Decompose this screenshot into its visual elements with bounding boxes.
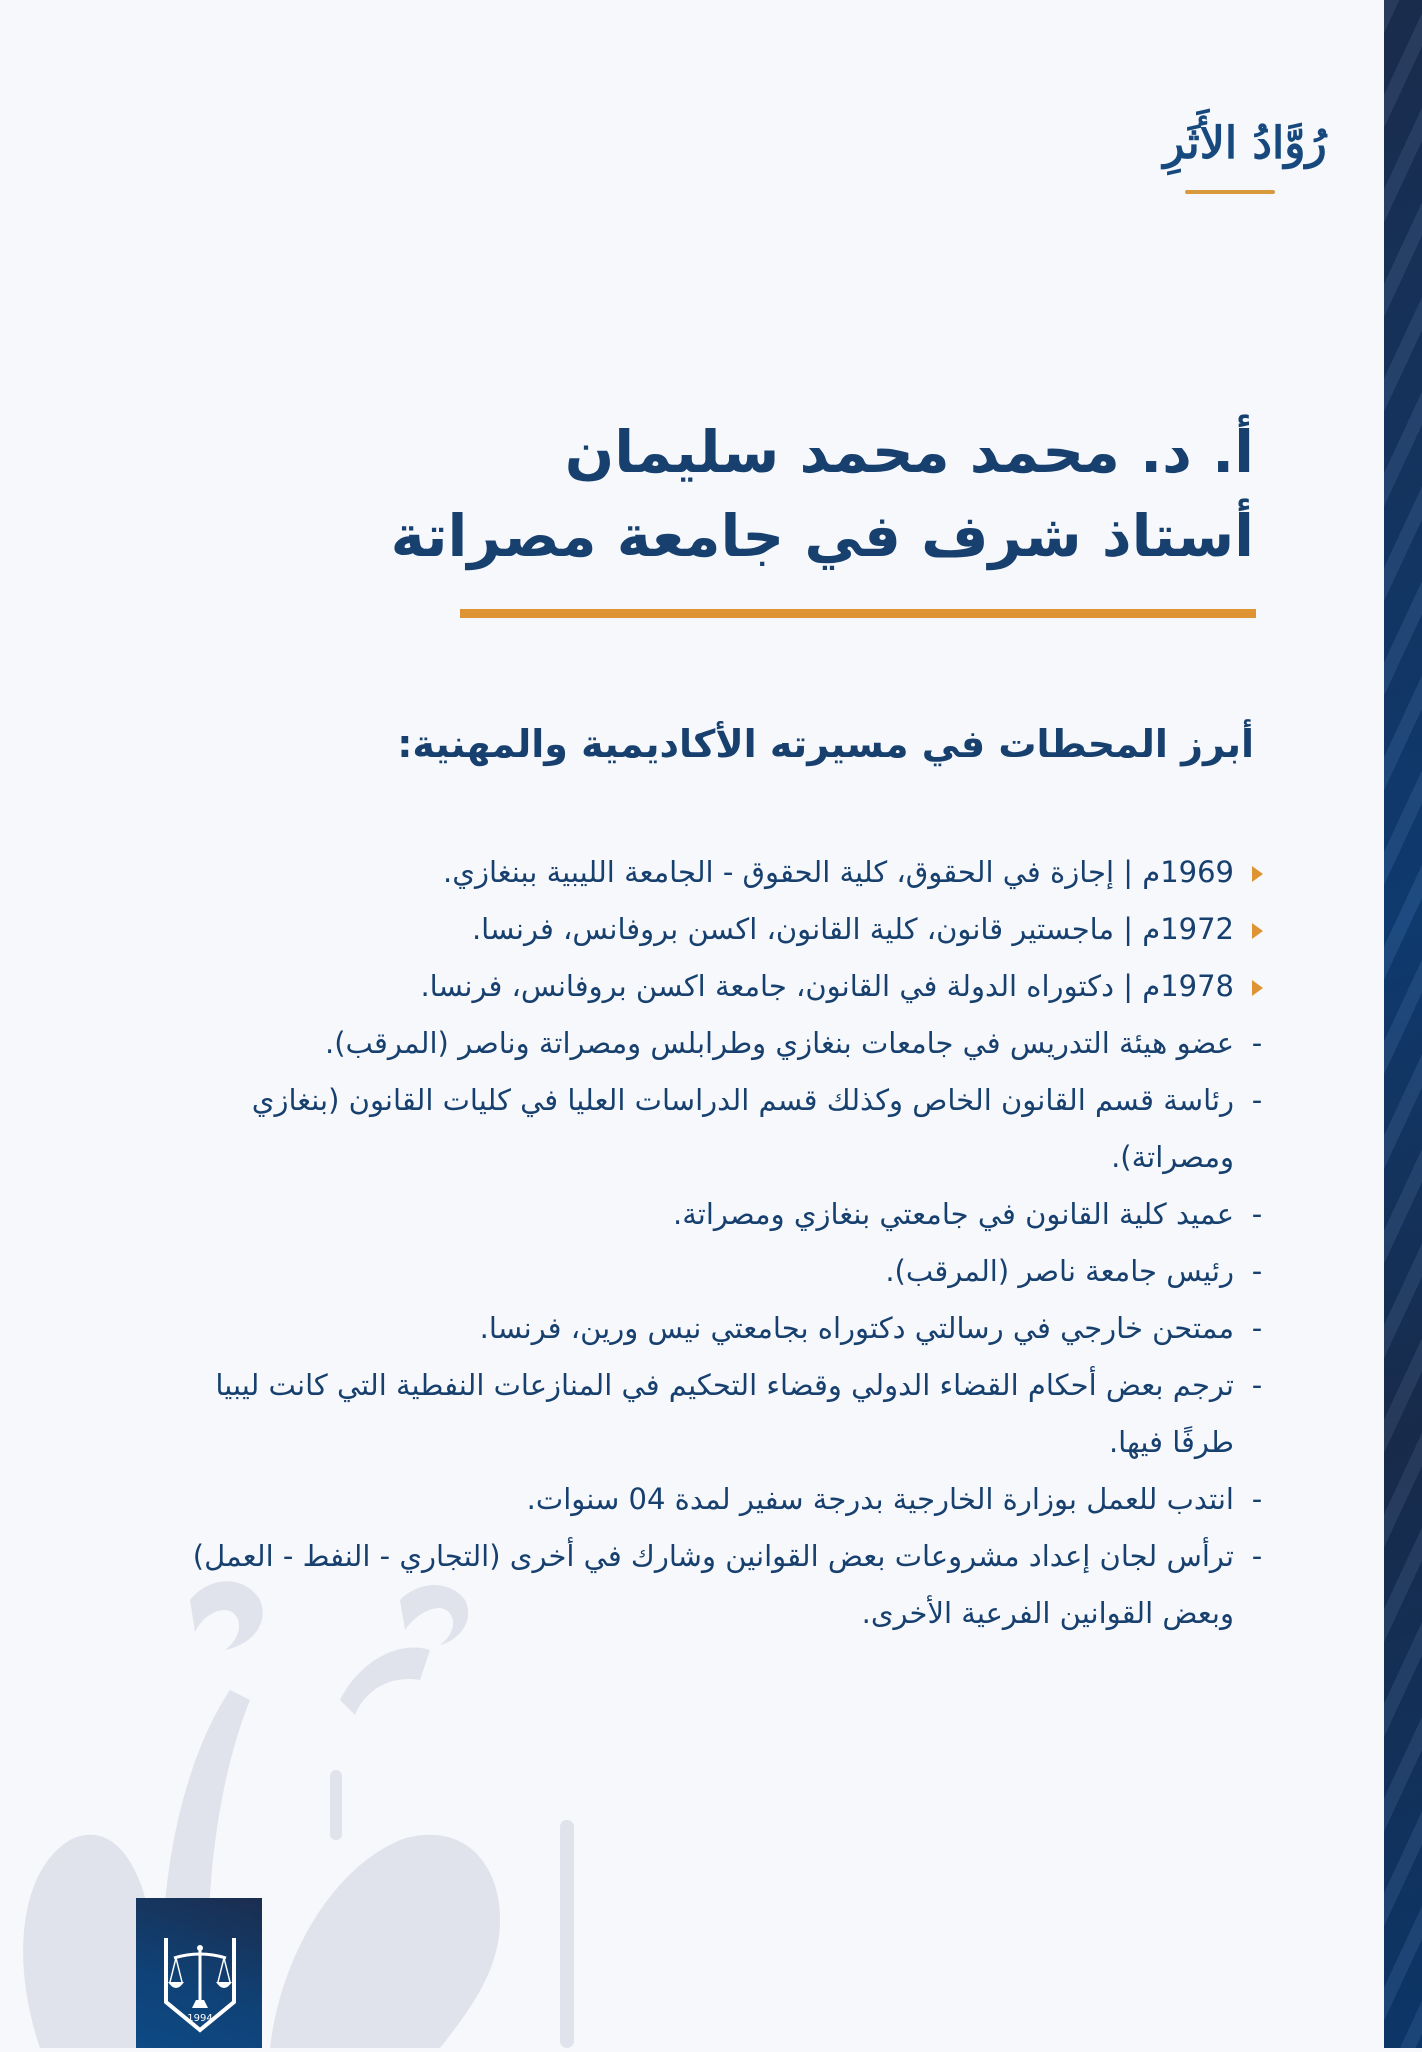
title-divider	[460, 609, 1256, 618]
item-text: رئاسة قسم القانون الخاص وكذلك قسم الدراسات العليا في كليات القانون (بنغازي ومصراتة).	[251, 1083, 1234, 1174]
item-text: ترجم بعض أحكام القضاء الدولي وقضاء التحكيم في المنازعات النفطية التي كانت ليبيا طرفًا فيها.	[215, 1368, 1234, 1459]
scales-of-justice-icon	[162, 1934, 238, 2034]
list-item	[172, 1243, 1272, 1300]
item-text: ترأس لجان إعداد مشروعات بعض القوانين وشارك في أخرى (التجاري - النفط - العمل) وبعض القوانين الفرعية الأخرى.	[192, 1539, 1234, 1630]
list-item	[172, 1300, 1272, 1357]
section-heading: أبرز المحطات في مسيرته الأكاديمية والمهنية:	[397, 722, 1254, 766]
emblem-box	[136, 1898, 262, 2048]
dash-bullet: -	[1251, 1311, 1263, 1345]
list-item	[172, 901, 1272, 958]
item-text: 1978م | دكتوراه الدولة في القانون، جامعة اكسن بروفانس، فرنسا.	[420, 969, 1234, 1003]
item-text: عضو هيئة التدريس في جامعات بنغازي وطرابلس ومصراتة وناصر (المرقب).	[325, 1026, 1234, 1060]
list-item	[172, 1015, 1272, 1072]
dash-bullet: -	[1251, 1482, 1263, 1516]
brand-underline	[1185, 190, 1275, 194]
decorative-side-strip	[1384, 0, 1422, 2048]
brand-logo: رُوَّادُ الأَثَرِ	[1163, 118, 1327, 169]
item-text: عميد كلية القانون في جامعتي بنغازي ومصراتة.	[673, 1197, 1234, 1231]
list-item	[172, 1357, 1272, 1471]
dash-bullet: -	[1251, 1368, 1263, 1402]
dash-bullet: -	[1251, 1026, 1263, 1060]
triangle-bullet-icon	[1242, 901, 1272, 958]
item-text: ممتحن خارجي في رسالتي دكتوراه بجامعتي نيس ورين، فرنسا.	[479, 1311, 1234, 1345]
list-item	[172, 844, 1272, 901]
list-item	[172, 1186, 1272, 1243]
item-text: رئيس جامعة ناصر (المرقب).	[885, 1254, 1234, 1288]
item-text: 1972م | ماجستير قانون، كلية القانون، اكسن بروفانس، فرنسا.	[471, 912, 1234, 946]
list-item	[172, 1072, 1272, 1186]
page-title	[391, 410, 1254, 578]
title-position: أستاذ شرف في جامعة مصراتة	[390, 502, 1254, 570]
dash-bullet: -	[1251, 1197, 1263, 1231]
triangle-bullet-icon	[1242, 844, 1272, 901]
dash-bullet: -	[1251, 1083, 1263, 1117]
item-text: انتدب للعمل بوزارة الخارجية بدرجة سفير لمدة 04 سنوات.	[526, 1482, 1234, 1516]
list-item	[172, 1528, 1272, 1642]
list-item	[172, 958, 1272, 1015]
title-name: أ. د. محمد محمد سليمان	[564, 418, 1254, 486]
item-text: 1969م | إجازة في الحقوق، كلية الحقوق - الجامعة الليبية ببنغازي.	[443, 855, 1234, 889]
list-item	[172, 1471, 1272, 1528]
dash-bullet: -	[1251, 1539, 1263, 1573]
milestones-list	[172, 844, 1272, 1642]
emblem-year: 1994	[187, 2013, 213, 2024]
dash-bullet: -	[1251, 1254, 1263, 1288]
triangle-bullet-icon	[1242, 958, 1272, 1015]
